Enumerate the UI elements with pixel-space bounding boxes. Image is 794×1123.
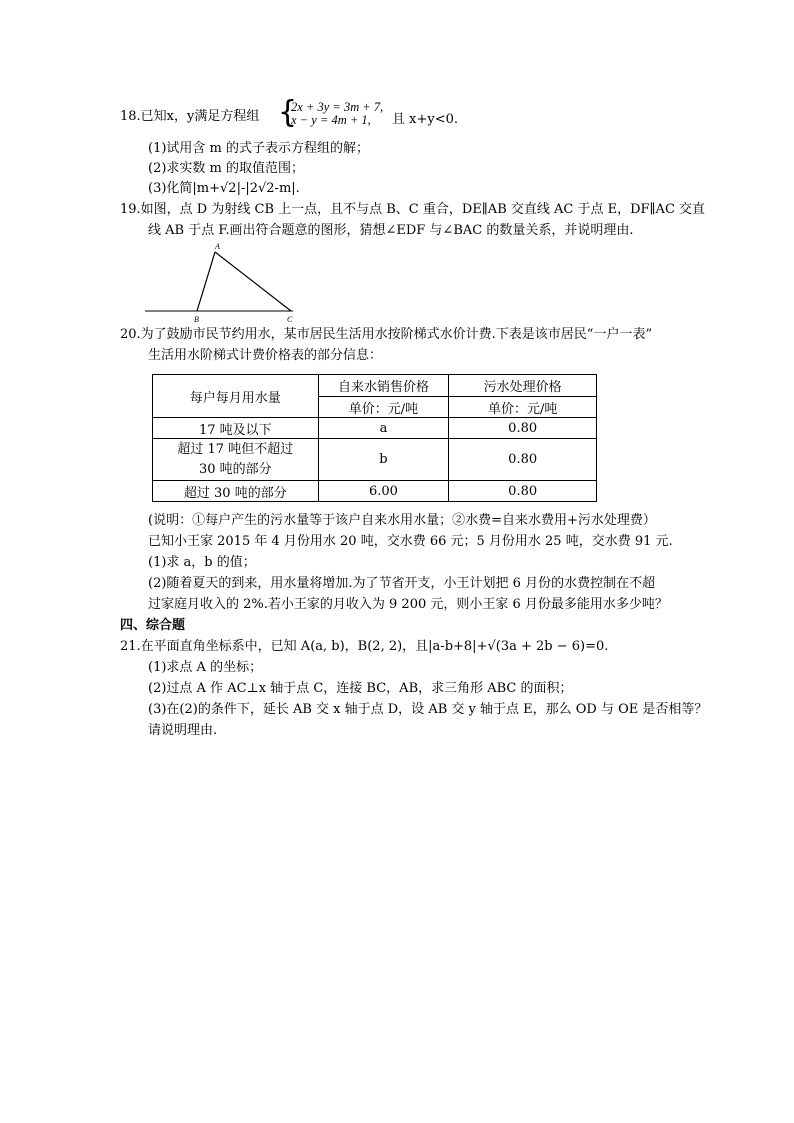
sewage-price-cell: 0.80 <box>449 418 597 439</box>
left-brace-icon: { <box>278 95 298 130</box>
header-tap-unit: 单价：元/吨 <box>318 397 449 418</box>
q20-note: (说明：①每户产生的污水量等于该户自来水用水量；②水费=自来水费用+污水处理费） <box>148 513 656 528</box>
q20-line-1: 20.为了鼓励市民节约用水，某市居民生活用水按阶梯式水价计费.下表是该市居民“一户一表” <box>120 327 653 342</box>
q18-equation-system <box>278 95 398 130</box>
q19-line-1: 19.如图，点 D 为射线 CB 上一点，且不与点 B、C 重合，DE∥AB 交直线 AC 于点 E，DF∥AC 交直 <box>120 202 706 217</box>
tap-price-cell: 6.00 <box>318 481 449 502</box>
table-row <box>153 481 597 502</box>
q18-condition: 且 x+y<0. <box>392 112 458 127</box>
sewage-price-cell: 0.80 <box>449 481 597 502</box>
q21-part-3-line-1: (3)在(2)的条件下，延长 AB 交 x 轴于点 D，设 AB 交 y 轴于点 E，那么 OD 与 OE 是否相等？ <box>148 702 708 717</box>
section-heading: 四、综合题 <box>120 618 186 633</box>
usage-cell-line-1: 超过 17 吨但不超过 <box>177 441 294 457</box>
q18-equation-1: 2x + 3y = 3m + 7, <box>291 100 384 114</box>
water-price-table <box>152 374 597 502</box>
header-sewage-price: 污水处理价格 <box>449 375 597 397</box>
q21-part-1: (1)求点 A 的坐标； <box>148 660 263 675</box>
side-ab <box>197 252 215 311</box>
usage-cell: 17 吨及以下 <box>153 418 319 439</box>
triangle-figure <box>145 242 305 324</box>
tap-price-cell: b <box>318 439 449 481</box>
q18-part-2: (2)求实数 m 的取值范围； <box>148 161 305 176</box>
q19-line-2: 线 AB 于点 F.画出符合题意的图形，猜想∠EDF 与∠BAC 的数量关系，并说明理由. <box>148 223 634 238</box>
usage-cell-line-2: 30 吨的部分 <box>198 461 272 477</box>
q20-part-2-line-1: (2)随着夏天的到来，用水量将增加.为了节省开支，小王计划把 6 月份的水费控制在不超 <box>148 576 656 591</box>
q18-part-1: (1)试用含 m 的式子表示方程组的解； <box>148 141 370 156</box>
label-c: C <box>287 315 293 324</box>
q20-part-2-line-2: 过家庭月收入的 2%.若小王家的月收入为 9 200 元，则小王家 6 月份最多能用水多少吨？ <box>148 597 668 612</box>
header-sewage-unit: 单价：元/吨 <box>449 397 597 418</box>
table-row <box>153 439 597 481</box>
side-ac <box>215 252 291 311</box>
q18-equation-2: x − y = 4m + 1, <box>291 113 371 127</box>
usage-cell <box>153 439 319 481</box>
usage-cell: 超过 30 吨的部分 <box>153 481 319 502</box>
q20-line-2: 生活用水阶梯式计费价格表的部分信息： <box>148 348 383 363</box>
q20-part-1: (1)求 a，b 的值； <box>148 555 256 570</box>
label-b: B <box>194 315 199 324</box>
tap-price-cell: a <box>318 418 449 439</box>
header-tap-price: 自来水销售价格 <box>318 375 449 397</box>
label-a: A <box>215 242 220 251</box>
q18-part-3: (3)化简|m+√2|-|2√2-m|. <box>148 181 300 196</box>
table-row <box>153 418 597 439</box>
q21-line-1: 21.在平面直角坐标系中，已知 A(a, b)，B(2, 2)，且|a-b+8|+√(3a + 2b − 6)=0. <box>120 639 609 654</box>
q18-stem: 18.已知x，y满足方程组 <box>120 109 260 124</box>
sewage-price-cell: 0.80 <box>449 439 597 481</box>
q21-part-2: (2)过点 A 作 AC⊥x 轴于点 C，连接 BC，AB，求三角形 ABC 的面积； <box>148 681 573 696</box>
q20-given: 已知小王家 2015 年 4 月份用水 20 吨，交水费 66 元；5 月份用水 25 吨，交水费 91 元. <box>148 534 673 549</box>
header-usage: 每户每月用水量 <box>153 375 319 418</box>
q21-part-3-line-2: 请说明理由. <box>148 723 218 738</box>
